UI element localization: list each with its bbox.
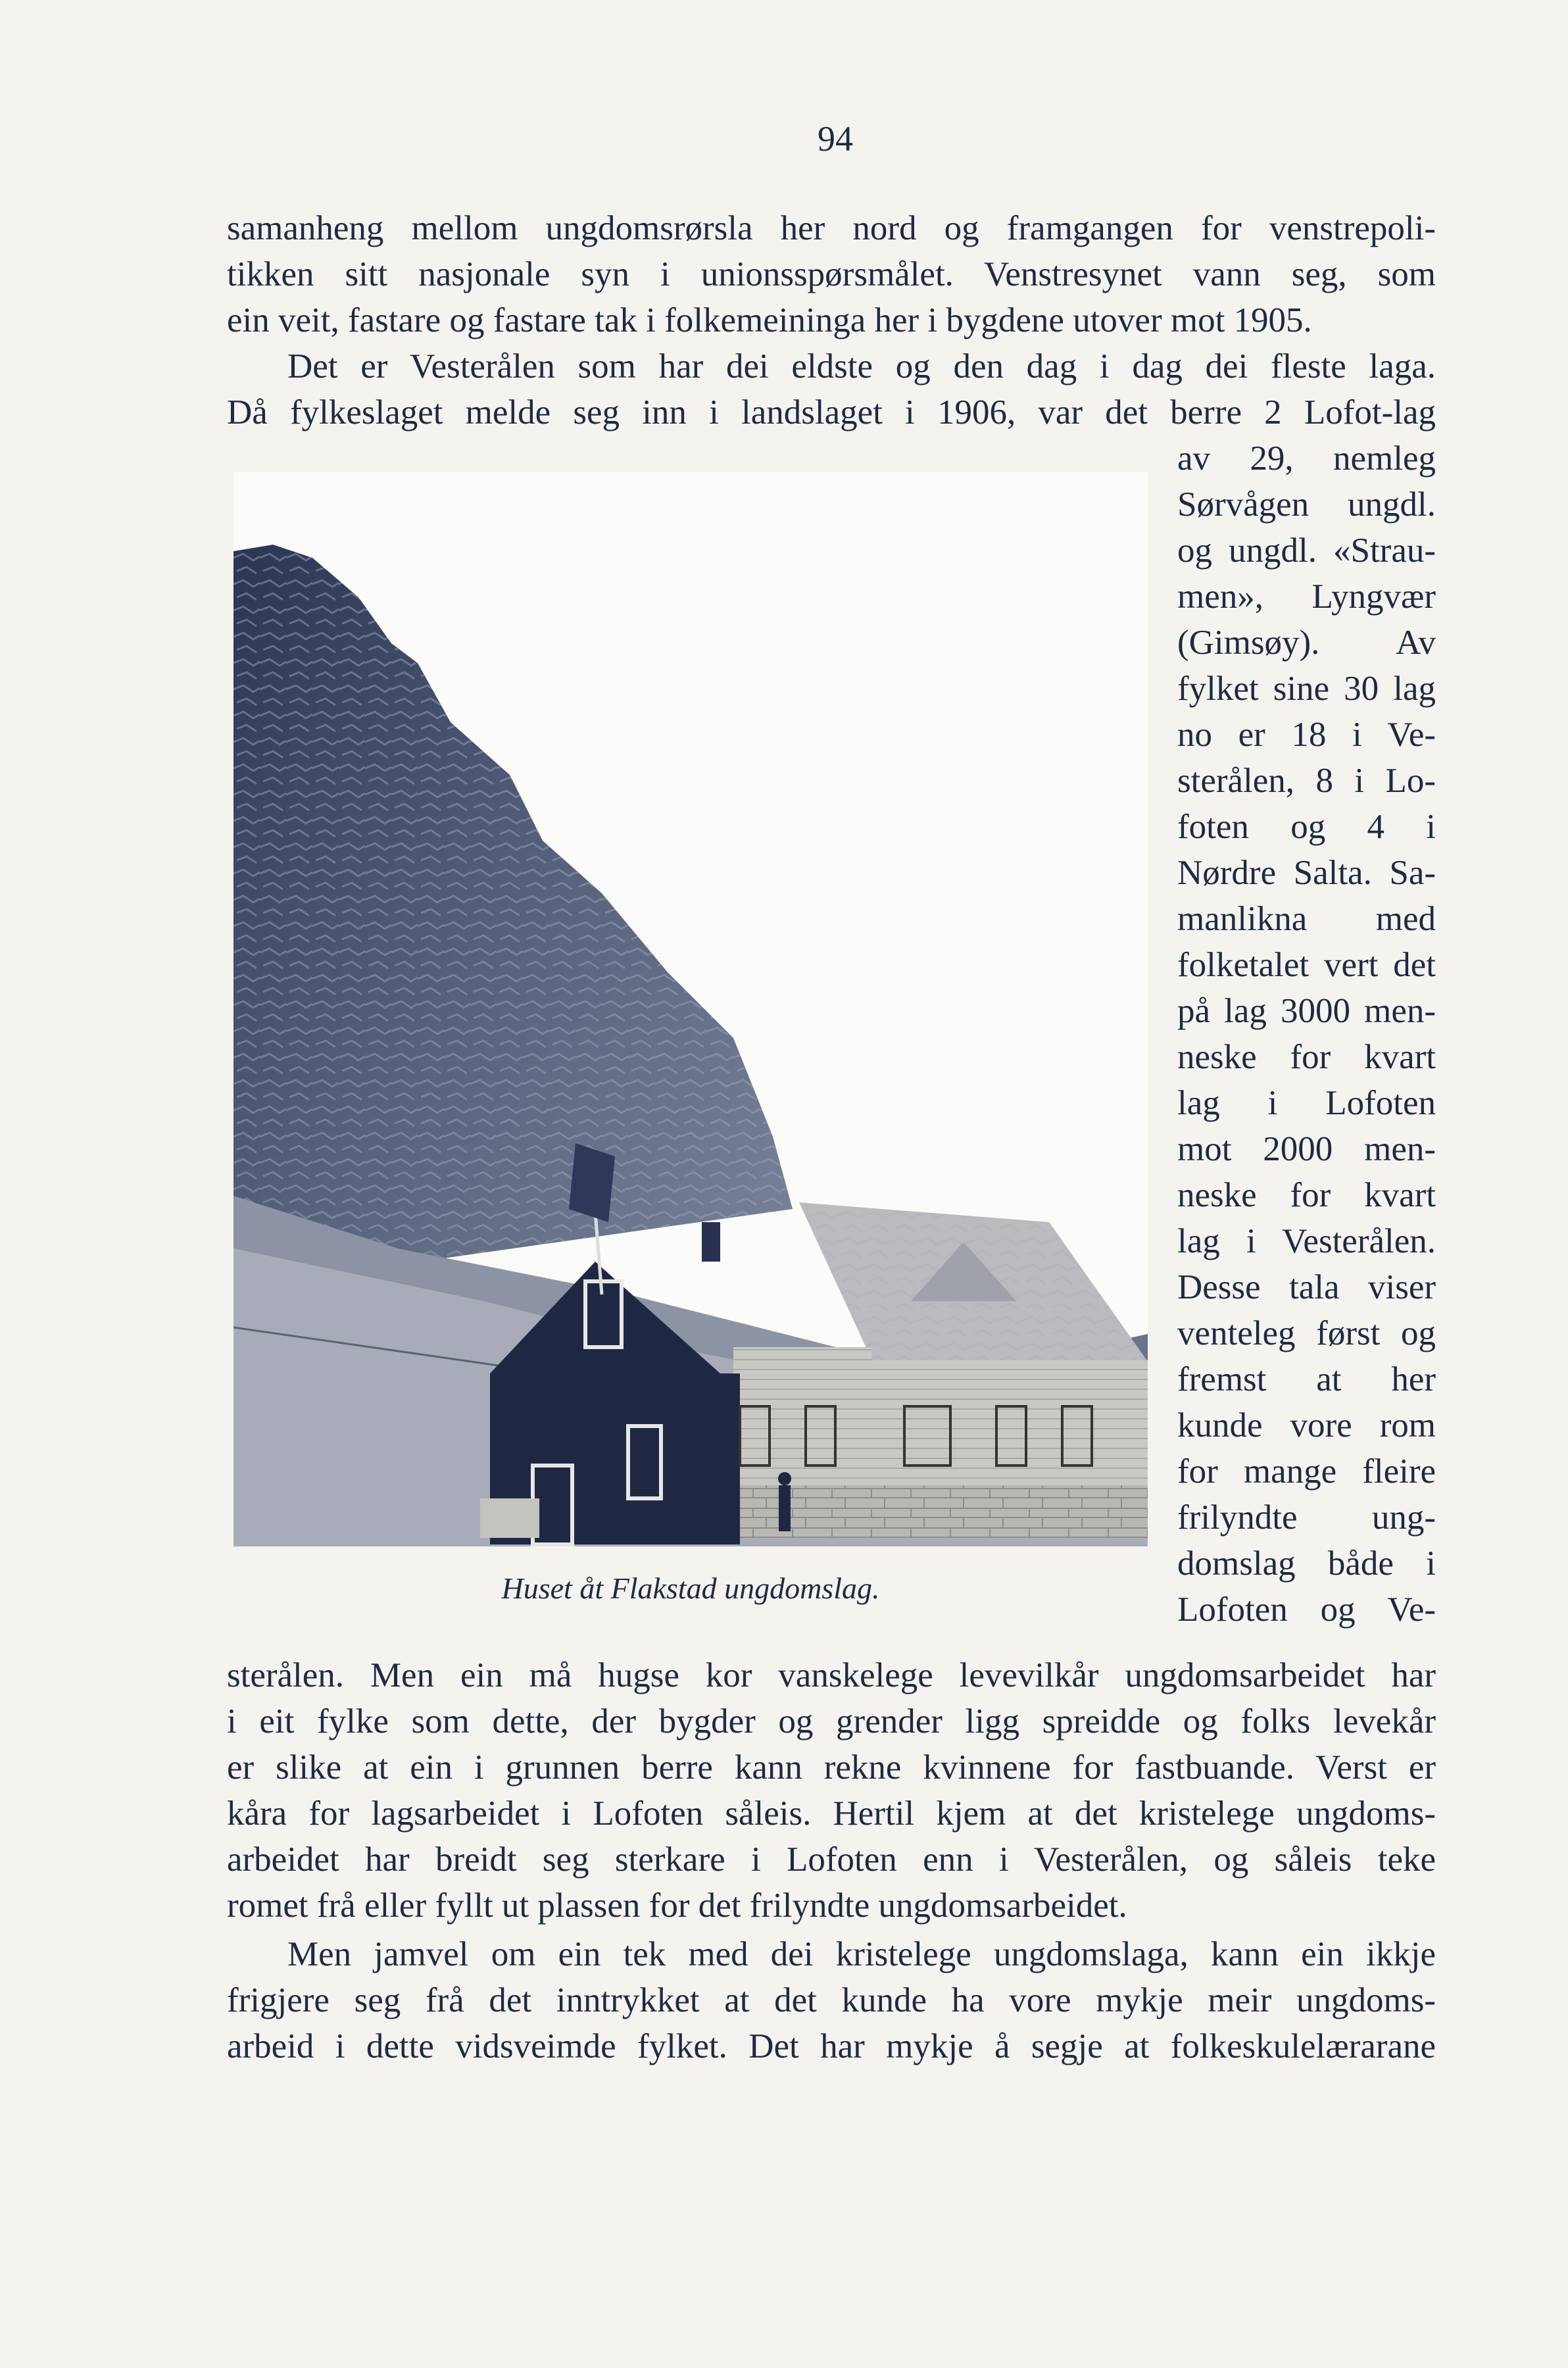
side-line: kunde vore rom bbox=[1177, 1406, 1436, 1444]
side-line: manlikna med bbox=[1177, 900, 1436, 938]
side-line: foten og 4 i bbox=[1177, 808, 1436, 846]
side-line: Nørdre Salta. Sa- bbox=[1177, 854, 1436, 892]
text-line: i eit fylke som dette, der bygder og grender ligg spreidde og folks levekår bbox=[227, 1702, 1436, 1740]
side-line: Sørvågen ungdl. bbox=[1177, 485, 1436, 524]
side-line: og ungdl. «Strau- bbox=[1177, 531, 1436, 570]
side-line: Lofoten og Ve- bbox=[1177, 1591, 1436, 1629]
side-line: domslag både i bbox=[1177, 1544, 1436, 1583]
text-line: ein veit, fastare og fastare tak i folkemeininga her i bygdene utover mot 1905. bbox=[227, 301, 1312, 339]
side-line: for mange fleire bbox=[1177, 1452, 1436, 1491]
page-number: 94 bbox=[818, 119, 853, 159]
side-line: folketalet vert det bbox=[1177, 946, 1436, 984]
photo-caption: Huset åt Flakstad ungdomslag. bbox=[501, 1571, 880, 1605]
text-line: er slike at ein i grunnen berre kann rekne kvinnene for fastbuande. Verst er bbox=[227, 1748, 1436, 1787]
text-line: arbeidet har breidt seg sterkare i Lofoten enn i Vesterålen, og såleis teke bbox=[227, 1840, 1436, 1879]
side-line: (Gimsøy). Av bbox=[1177, 624, 1436, 662]
text-line: arbeid i dette vidsveimde fylket. Det har mykje å segje at folkeskulelærarane bbox=[227, 2027, 1436, 2065]
side-line: av 29, nemleg bbox=[1177, 439, 1436, 478]
side-line: på lag 3000 men- bbox=[1177, 992, 1436, 1030]
side-line: mot 2000 men- bbox=[1177, 1130, 1436, 1168]
photo-figure bbox=[233, 472, 1148, 1546]
text-line: Men jamvel om ein tek med dei kristelege ungdomslaga, kann ein ikkje bbox=[287, 1935, 1436, 1973]
side-line: no er 18 i Ve- bbox=[1177, 716, 1436, 754]
side-line: fylket sine 30 lag bbox=[1177, 670, 1436, 708]
side-line: Desse tala viser bbox=[1177, 1268, 1436, 1306]
text-line: samanheng mellom ungdomsrørsla her nord og framgangen for venstrepoli- bbox=[227, 209, 1436, 247]
text-line: Det er Vesterålen som har dei eldste og den dag i dag dei fleste laga. bbox=[287, 347, 1436, 385]
text-line: kåra for lagsarbeidet i Lofoten såleis. Hertil kjem at det kristelege ungdoms- bbox=[227, 1794, 1436, 1833]
side-line: frilyndte ung- bbox=[1177, 1498, 1436, 1537]
side-line: neske for kvart bbox=[1177, 1176, 1436, 1214]
text-line: Då fylkeslaget melde seg inn i landslaget i 1906, var det berre 2 Lofot-lag bbox=[227, 393, 1436, 432]
side-line: sterålen, 8 i Lo- bbox=[1177, 762, 1436, 800]
text-line: frigjere seg frå det inntrykket at det kunde ha vore mykje meir ungdoms- bbox=[227, 1981, 1436, 2019]
side-line: men», Lyngvær bbox=[1177, 578, 1436, 616]
photo-house-mountain bbox=[233, 472, 1148, 1546]
text-line: tikken sitt nasjonale syn i unionsspørsmålet. Venstresynet vann seg, som bbox=[227, 255, 1436, 293]
side-line: venteleg først og bbox=[1177, 1314, 1436, 1352]
side-line: lag i Vesterålen. bbox=[1177, 1222, 1436, 1260]
text-line: romet frå eller fyllt ut plassen for det frilyndte ungdomsarbeidet. bbox=[227, 1887, 1127, 1925]
text-line: sterålen. Men ein må hugse kor vanskelege levevilkår ungdomsarbeidet har bbox=[227, 1656, 1436, 1694]
side-line: fremst at her bbox=[1177, 1360, 1436, 1398]
side-line: lag i Lofoten bbox=[1177, 1084, 1436, 1122]
side-line: neske for kvart bbox=[1177, 1038, 1436, 1076]
